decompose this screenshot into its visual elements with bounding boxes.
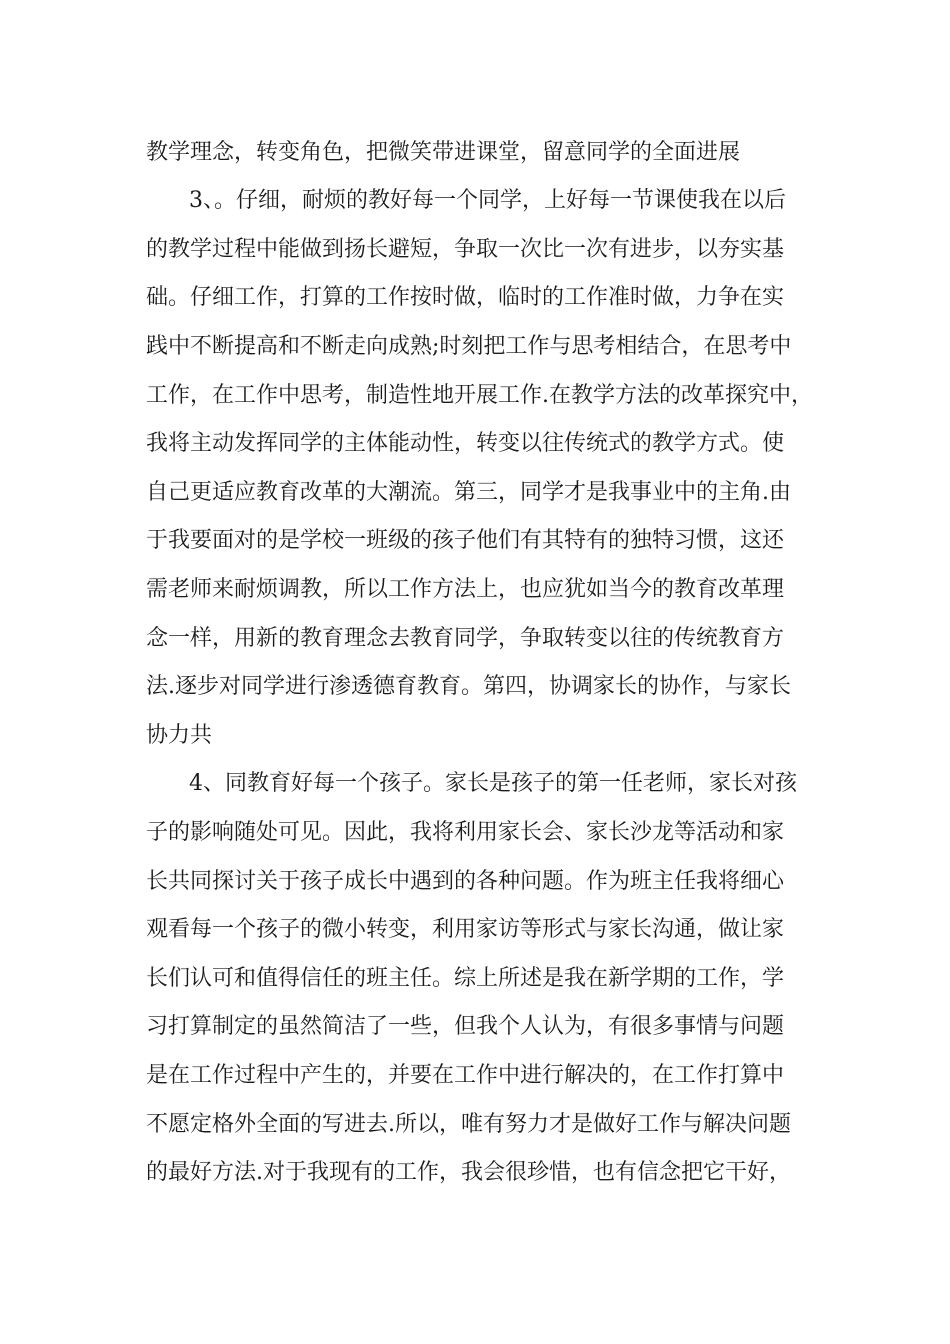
text-line: 协力共 bbox=[146, 723, 213, 748]
text-line: 自己更适应教育改革的大潮流。第三，同学才是我事业中的主角.由 bbox=[146, 480, 791, 505]
text-line: 习打算制定的虽然简洁了一些，但我个人认为，有很多事情与问题 bbox=[146, 1014, 785, 1039]
text-line: 念一样，用新的教育理念去教育同学，争取转变以往的传统教育方 bbox=[146, 626, 785, 651]
text-line: 的教学过程中能做到扬长避短，争取一次比一次有进步，以夯实基 bbox=[146, 237, 785, 262]
text-line: 观看每一个孩子的微小转变，利用家访等形式与家长沟通，做让家 bbox=[146, 917, 785, 942]
text-line: 践中不断提高和不断走向成熟;时刻把工作与思考相结合，在思考中 bbox=[146, 334, 792, 359]
text-line: 不愿定格外全面的写进去.所以，唯有努力才是做好工作与解决问题 bbox=[146, 1112, 791, 1137]
text-line: 子的影响随处可见。因此，我将利用家长会、家长沙龙等活动和家 bbox=[146, 820, 785, 845]
text-line: 于我要面对的是学校一班级的孩子他们有其特有的独特习惯，这还 bbox=[146, 528, 785, 553]
text-line: 长们认可和值得信任的班主任。综上所述是我在新学期的工作，学 bbox=[146, 966, 785, 991]
text-line: 长共同探讨关于孩子成长中遇到的各种问题。作为班主任我将细心 bbox=[146, 869, 785, 894]
text-line: 我将主动发挥同学的主体能动性，转变以往传统式的教学方式。使 bbox=[146, 431, 785, 456]
text-line: 3、。仔细，耐烦的教好每一个同学，上好每一节课使我在以后 bbox=[189, 188, 786, 213]
text-line: 需老师来耐烦调教，所以工作方法上，也应犹如当今的教育改革理 bbox=[146, 577, 785, 602]
text-line: 是在工作过程中产生的，并要在工作中进行解决的，在工作打算中 bbox=[146, 1063, 785, 1088]
text-line: 工作，在工作中思考，制造性地开展工作.在教学方法的改革探究中， bbox=[146, 383, 813, 408]
text-line: 的最好方法.对于我现有的工作，我会很珍惜，也有信念把它干好， bbox=[146, 1160, 791, 1185]
text-line: 4、同教育好每一个孩子。家长是孩子的第一任老师，家长对孩 bbox=[189, 771, 797, 796]
text-line: 法.逐步对同学进行渗透德育教育。第四，协调家长的协作，与家长 bbox=[146, 674, 791, 699]
text-line: 础。仔细工作，打算的工作按时做，临时的工作准时做，力争在实 bbox=[146, 285, 785, 310]
text-line: 教学理念，转变角色，把微笑带进课堂，留意同学的全面进展 bbox=[146, 140, 741, 165]
